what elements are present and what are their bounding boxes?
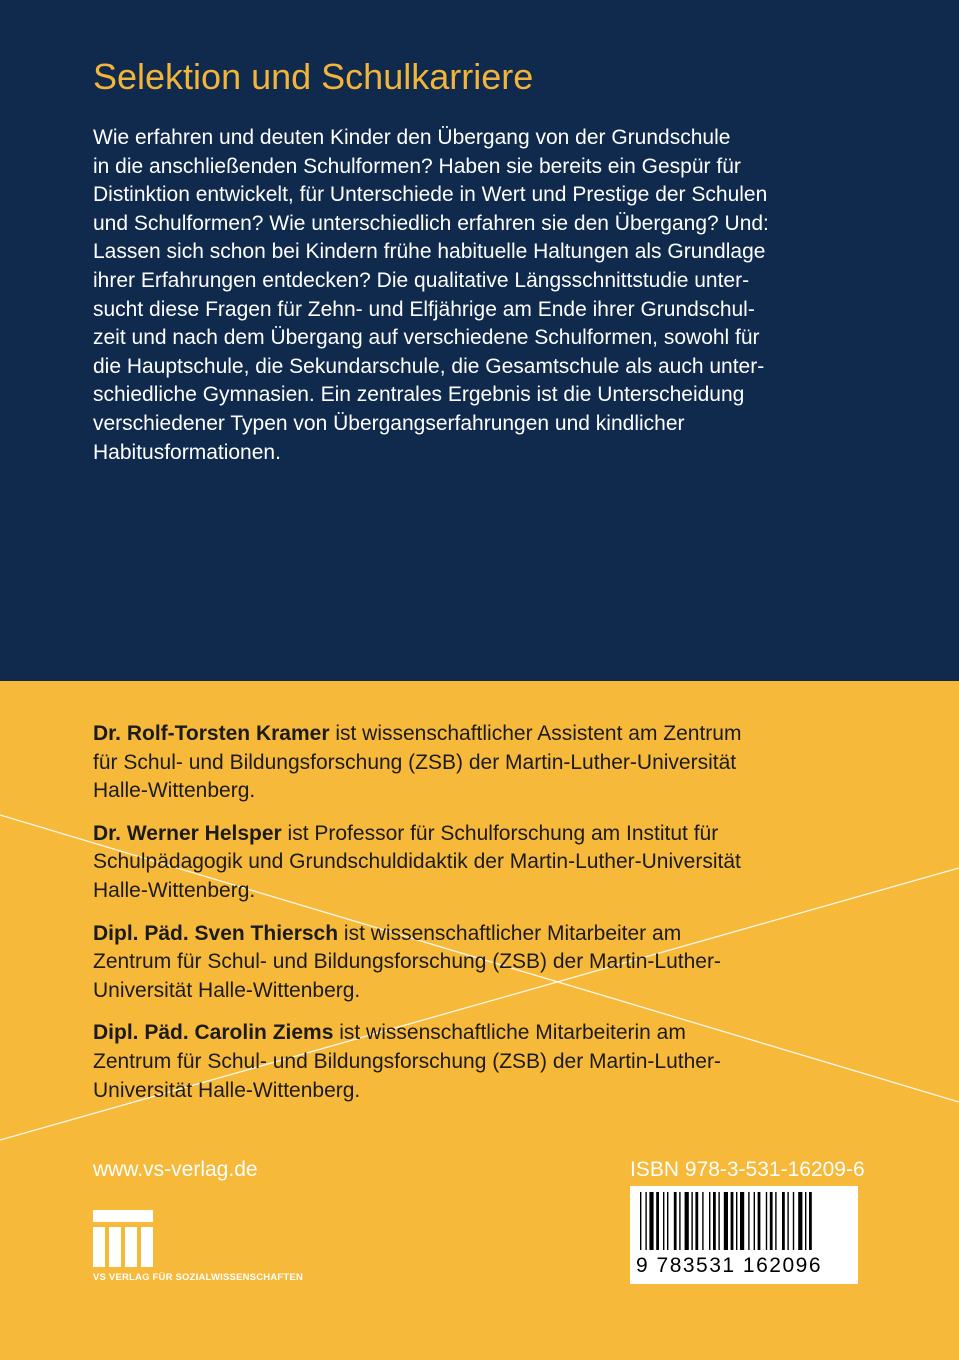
author-bio-line: ist wissenschaftlicher Mitarbeiter am [338, 921, 682, 945]
blurb-line: zeit und nach dem Übergang auf verschiedene Schulformen, sowohl für [93, 326, 760, 350]
author-bio-line: Universität Halle-Wittenberg. [93, 1078, 361, 1102]
blurb-line: sucht diese Fragen für Zehn- und Elfjährige am Ende ihrer Grundschul- [93, 297, 755, 321]
author-bio-line: Zentrum für Schul- und Bildungsforschung (ZSB) der Martin-Luther- [93, 1049, 721, 1073]
barcode-bars-icon [630, 1186, 858, 1256]
blurb-text [93, 124, 873, 467]
blurb-line: die Hauptschule, die Sekundarschule, die Gesamtschule als auch unter- [93, 354, 765, 378]
author-bio-line: Halle-Wittenberg. [93, 779, 256, 803]
logo-pillar-icon [109, 1227, 121, 1267]
logo-bar-icon [93, 1210, 153, 1222]
author-name: Dr. Werner Helsper [93, 821, 282, 845]
publisher-logo [93, 1210, 373, 1288]
blurb-line: schiedliche Gymnasien. Ein zentrales Ergebnis ist die Unterscheidung [93, 383, 745, 407]
blurb-line: Habitusformationen. [93, 440, 281, 464]
author-bio-line: Halle-Wittenberg. [93, 878, 256, 902]
blurb-line: ihrer Erfahrungen entdecken? Die qualitative Längsschnittstudie unter- [93, 268, 750, 292]
author-bios [93, 720, 913, 1119]
logo-pillar-icon [93, 1227, 105, 1267]
publisher-name: VS VERLAG FÜR SOZIALWISSENSCHAFTEN [93, 1272, 304, 1283]
logo-pillar-icon [125, 1227, 137, 1267]
logo-pillar-icon [141, 1227, 153, 1267]
author-bio-line: Schulpädagogik und Grundschuldidaktik der Martin-Luther-Universität [93, 850, 741, 874]
author-bio-line: ist wissenschaftlicher Assistent am Zentrum [329, 722, 742, 745]
author-name: Dipl. Päd. Carolin Ziems [93, 1021, 334, 1045]
author-bio-kramer [93, 720, 913, 806]
blurb-line: verschiedener Typen von Übergangserfahrungen und kindlicher [93, 411, 685, 435]
blurb-line: Distinktion entwickelt, für Unterschiede in Wert und Prestige der Schulen [93, 183, 768, 207]
isbn-label: ISBN 978-3-531-16209-6 [630, 1158, 865, 1181]
author-bio-line: Zentrum für Schul- und Bildungsforschung (ZSB) der Martin-Luther- [93, 950, 721, 974]
blurb-line: Wie erfahren und deuten Kinder den Übergang von der Grundschule [93, 126, 731, 149]
author-name: Dipl. Päd. Sven Thiersch [93, 921, 339, 945]
author-bio-helsper [93, 820, 913, 906]
publisher-url: www.vs-verlag.de [93, 1158, 258, 1181]
author-bio-line: Universität Halle-Wittenberg. [93, 978, 361, 1002]
author-bio-line: ist wissenschaftliche Mitarbeiterin am [333, 1021, 686, 1045]
barcode-digits: 9 783531 162096 [636, 1254, 822, 1277]
author-bio-thiersch [93, 920, 913, 1006]
blurb-line: Lassen sich schon bei Kindern frühe habituelle Haltungen als Grundlage [93, 240, 766, 264]
author-bio-ziems [93, 1019, 913, 1105]
blurb-line: und Schulformen? Wie unterschiedlich erfahren sie den Übergang? Und: [93, 211, 769, 235]
book-title: Selektion und Schulkarriere [93, 56, 534, 97]
blurb-line: in die anschließenden Schulformen? Haben sie bereits ein Gespür für [93, 154, 741, 178]
author-bio-line: für Schul- und Bildungsforschung (ZSB) der Martin-Luther-Universität [93, 750, 737, 774]
author-name: Dr. Rolf-Torsten Kramer [93, 722, 330, 745]
isbn-barcode [630, 1186, 858, 1284]
author-bio-line: ist Professor für Schulforschung am Institut für [281, 821, 719, 845]
